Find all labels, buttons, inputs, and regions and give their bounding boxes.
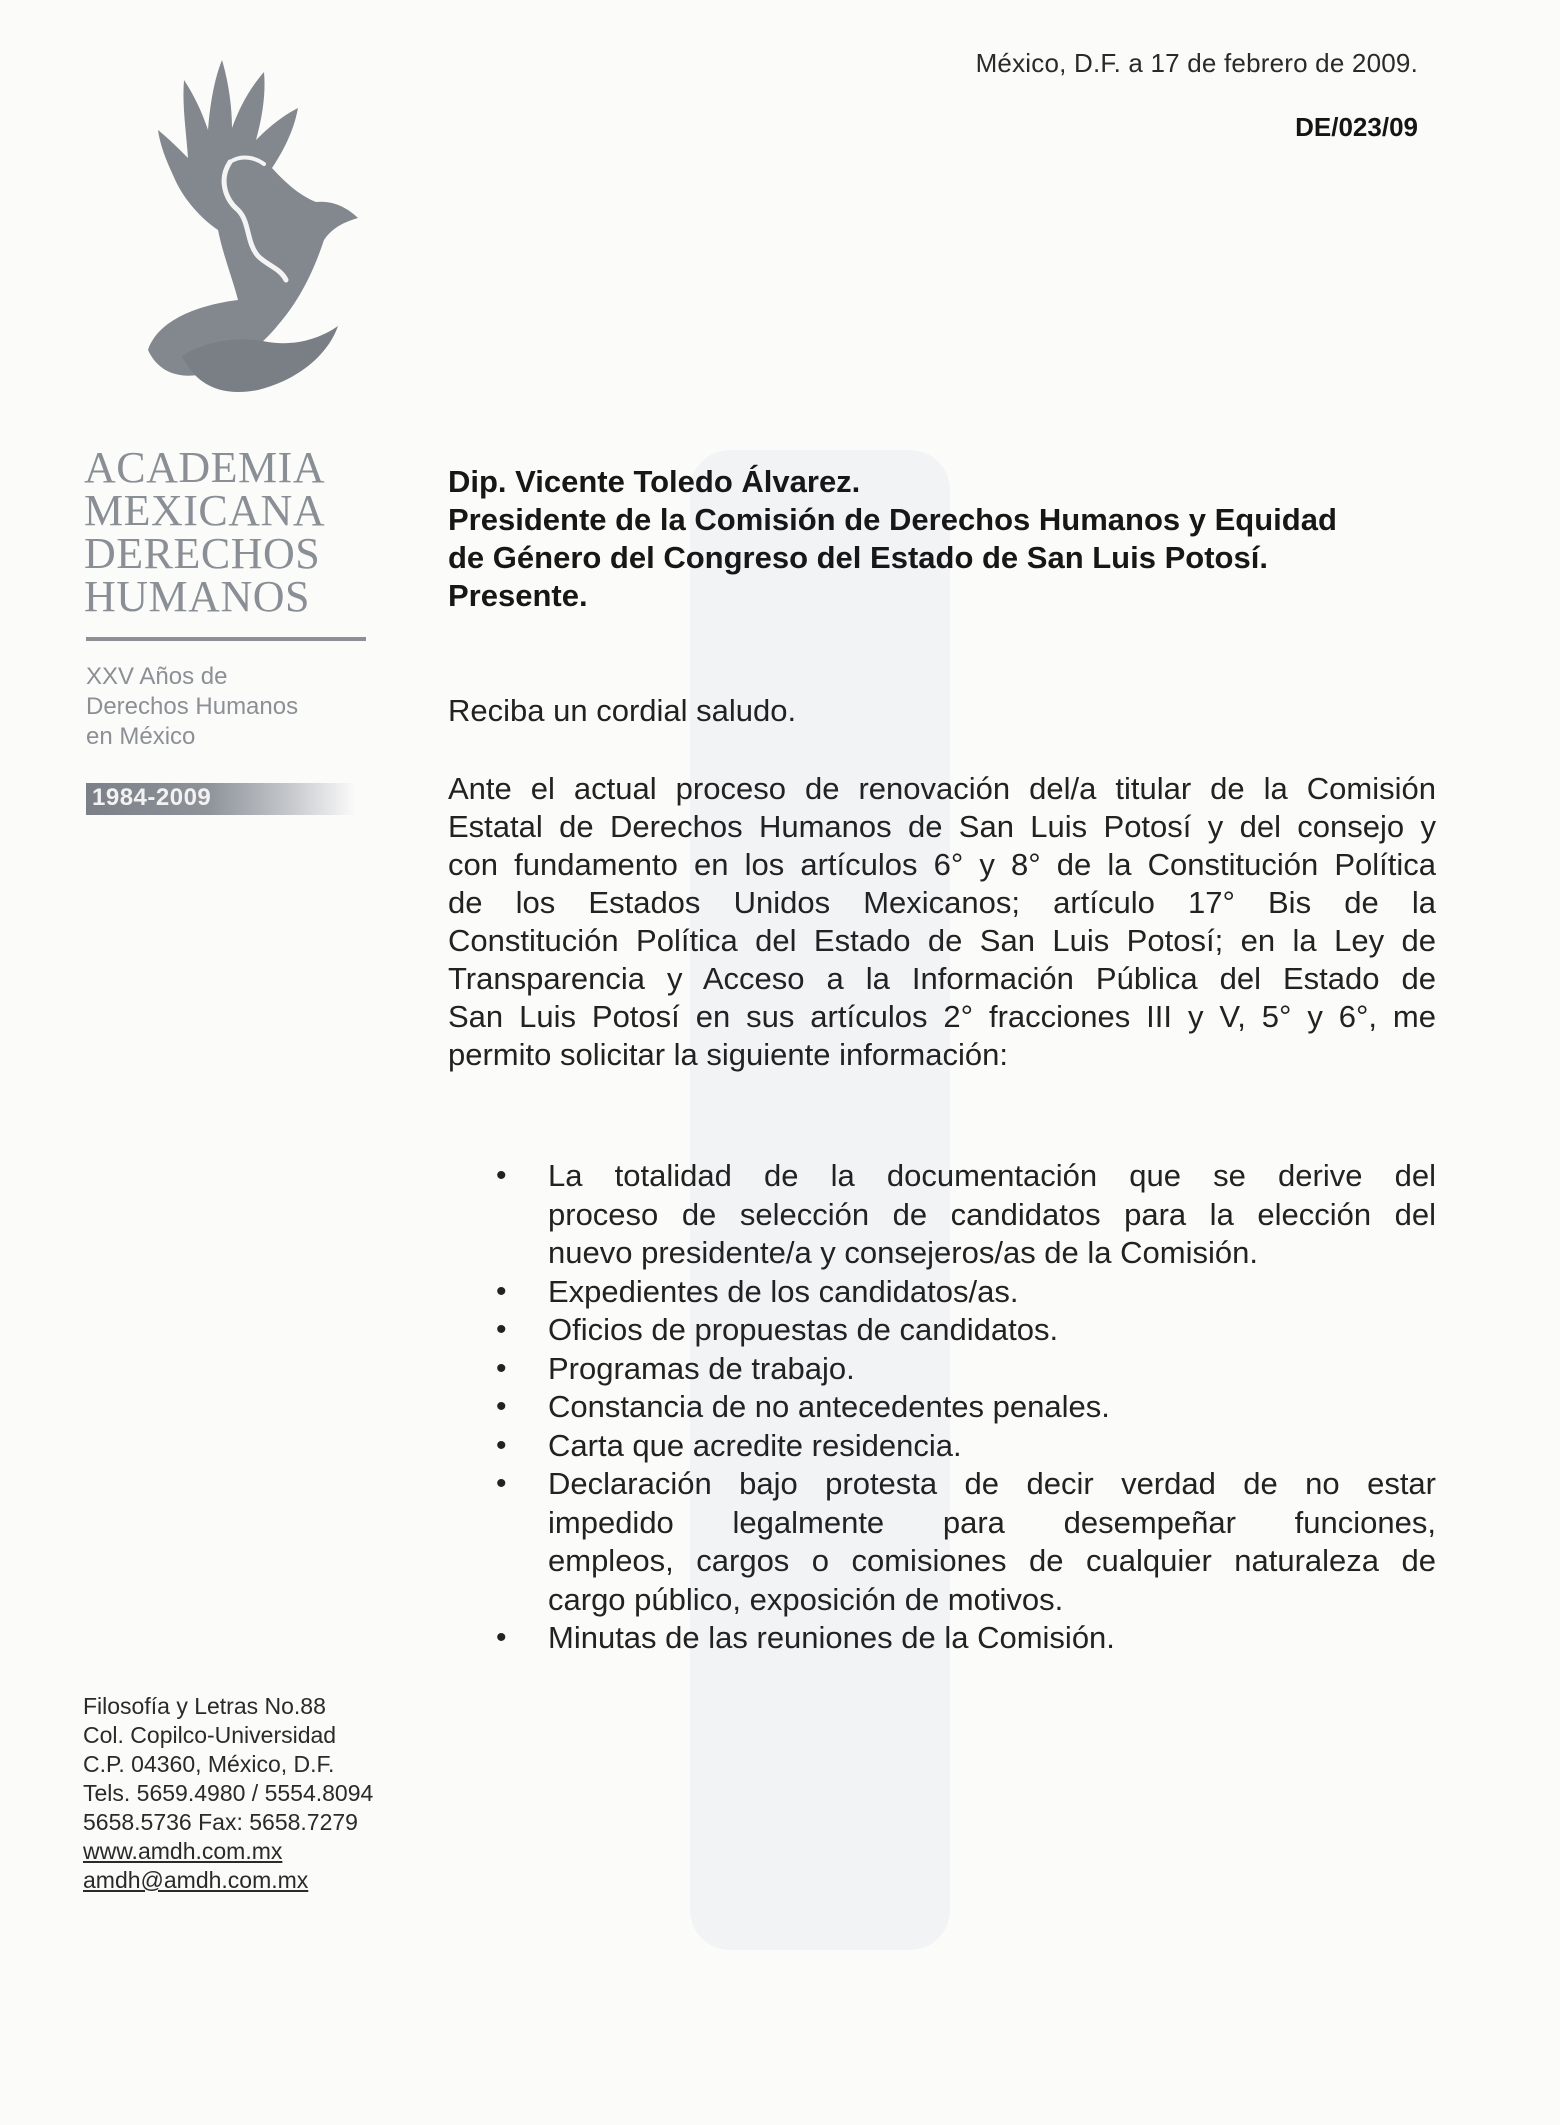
address-postal: C.P. 04360, México, D.F. [83,1751,335,1777]
address-phones-fax: 5658.5736 Fax: 5658.7279 [83,1809,358,1835]
list-item-line: • Declaración bajo protesta de decir verdad de no estar [548,1466,1436,1501]
recipient-block [448,463,1428,615]
list-item-line: • Oficios de propuestas de candidatos. [548,1312,1059,1347]
address-street: Filosofía y Letras No.88 [83,1693,326,1719]
org-name-line: HUMANOS [84,572,310,621]
paragraph-line: Estatal de Derechos Humanos de San Luis Potosí y del consejo y [448,809,1436,844]
list-item-line: • Carta que acredite residencia. [548,1427,962,1463]
reference-number: DE/023/09 [1295,112,1418,142]
years-banner [86,783,356,815]
list-item [496,1350,1436,1389]
list-item-line: • Constancia de no antecedentes penales. [548,1389,1110,1424]
list-item [496,1273,1436,1312]
anniversary-line: en México [86,723,196,750]
anniversary-line: XXV Años de [86,663,228,690]
list-item [496,1388,1436,1427]
list-item [496,1157,1436,1273]
address-block [83,1692,443,1895]
body-paragraph [448,770,1436,1074]
paragraph-line: Constitución Política del Estado de San Luis Potosí; en la Ley de [448,923,1436,958]
paragraph-line: con fundamento en los artículos 6° y 8° de la Constitución Política [448,847,1436,882]
list-item-line: proceso de selección de candidatos para la elección del [548,1196,1436,1232]
recipient-line: Dip. Vicente Toledo Álvarez. [448,464,861,499]
paragraph-line: Ante el actual proceso de renovación del/a titular de la Comisión [448,771,1436,806]
years-label: 1984-2009 [92,784,212,811]
paragraph-line: San Luis Potosí en sus artículos 2° fracciones III y V, 5° y 6°, me [448,999,1436,1034]
logo-divider [86,637,366,641]
org-name-line: ACADEMIA [84,443,326,492]
org-name [84,443,384,621]
address-colony: Col. Copilco-Universidad [83,1722,337,1748]
org-name-line: MEXICANA [84,486,326,535]
anniversary-line: Derechos Humanos [86,693,299,720]
recipient-line: de Género del Congreso del Estado de San Luis Potosí. [448,540,1268,575]
list-item [496,1311,1436,1350]
paragraph-line: de los Estados Unidos Mexicanos; artículo 17° Bis de la [448,885,1436,920]
list-item [496,1619,1436,1658]
org-name-line: DERECHOS [84,529,321,578]
list-item-line: • Programas de trabajo. [548,1350,855,1386]
list-item-line: nuevo presidente/a y consejeros/as de la Comisión. [548,1235,1258,1270]
address-phones: Tels. 5659.4980 / 5554.8094 [83,1780,374,1806]
list-item-line: cargo público, exposición de motivos. [548,1581,1064,1617]
requested-info-list [496,1157,1436,1658]
anniversary-text [86,662,386,752]
paragraph-line: Transparencia y Acceso a la Información Pública del Estado de [448,961,1436,996]
list-item-line: • Minutas de las reuniones de la Comisión. [548,1620,1115,1655]
place-date: México, D.F. a 17 de febrero de 2009. [975,48,1418,78]
recipient-line: Presente. [448,578,588,613]
hand-dove-icon [118,50,388,420]
website-link[interactable]: www.amdh.com.mx [83,1838,283,1864]
paragraph-line: permito solicitar la siguiente información: [448,1037,1008,1072]
email-link[interactable]: amdh@amdh.com.mx [83,1867,309,1893]
list-item [496,1427,1436,1466]
recipient-line: Presidente de la Comisión de Derechos Humanos y Equidad [448,502,1337,537]
greeting: Reciba un cordial saludo. [448,693,797,728]
list-item-line: • Expedientes de los candidatos/as. [548,1273,1019,1309]
list-item-line: empleos, cargos o comisiones de cualquier naturaleza de [548,1543,1436,1578]
list-item-line: • La totalidad de la documentación que se derive del [548,1158,1436,1193]
list-item-line: impedido legalmente para desempeñar funciones, [548,1504,1436,1540]
list-item [496,1465,1436,1619]
